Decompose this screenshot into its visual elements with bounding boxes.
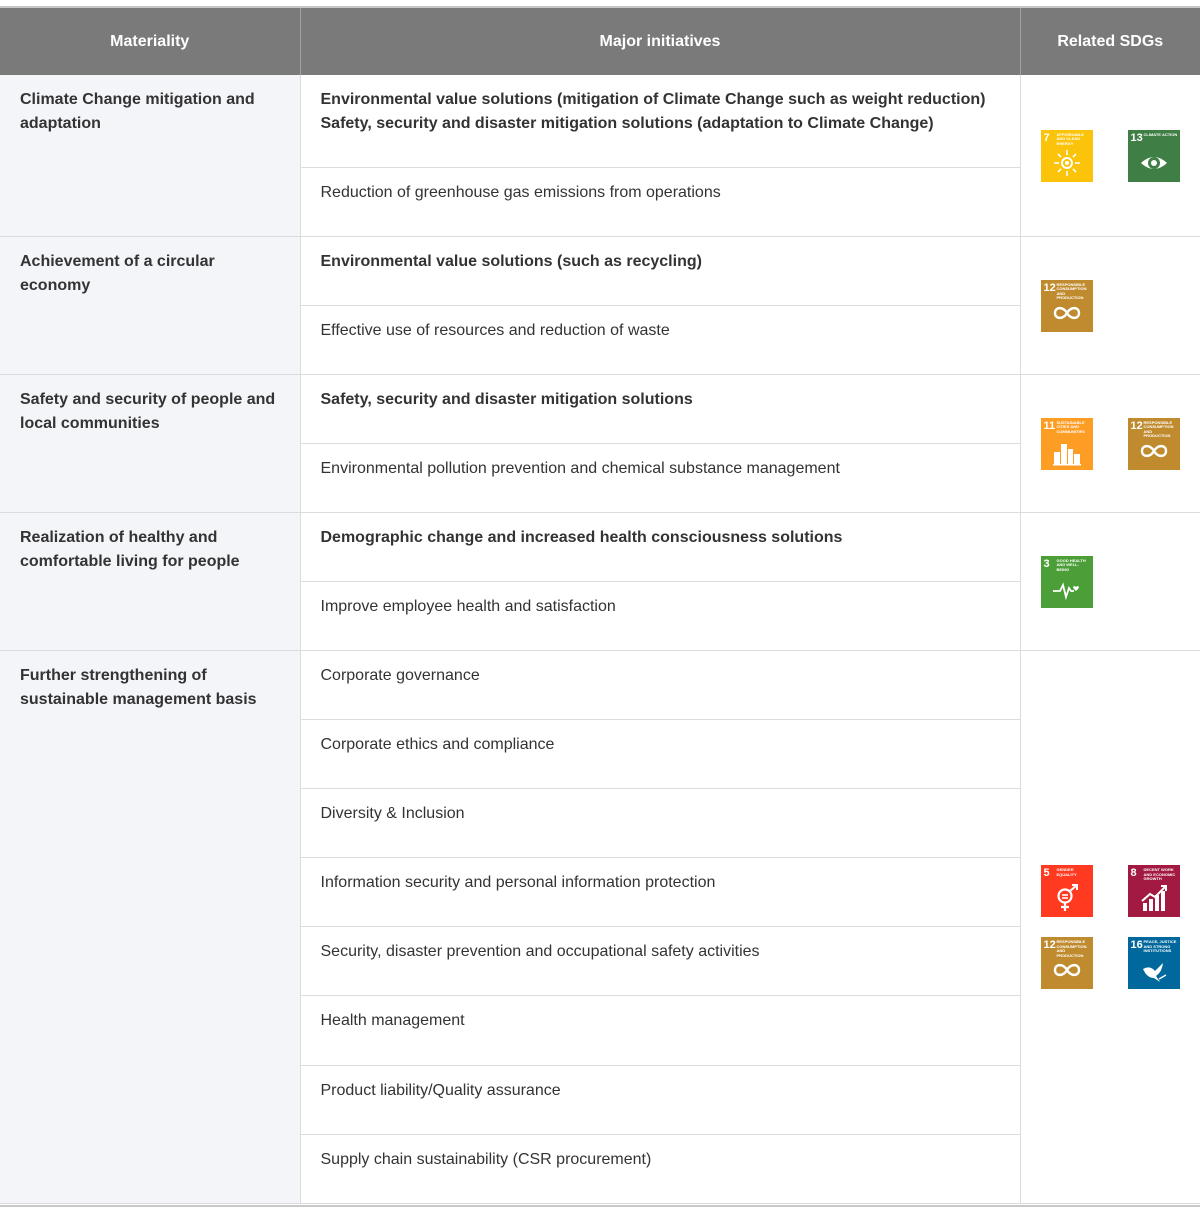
initiative-line: Information security and personal information protection [320, 874, 716, 891]
sdg-11-icon [1041, 418, 1093, 470]
initiative-text [321, 168, 1000, 205]
initiative-line: Environmental value solutions (mitigation of Climate Change such as weight reduction) [320, 91, 986, 108]
sdg-3-icon [1041, 556, 1093, 608]
sdg-cell [1020, 513, 1200, 651]
sdg-8-icon [1128, 865, 1180, 917]
materiality-cell: Realization of healthy and comfortable living for people [0, 513, 300, 651]
initiative-cell [300, 237, 1020, 306]
initiative-text [321, 858, 1000, 895]
initiative-text [321, 75, 1000, 136]
sdg-label: RESPONSIBLE CONSUMPTION AND PRODUCTION [1143, 419, 1174, 438]
table-row [0, 651, 1200, 720]
sdg-cell [1020, 237, 1200, 375]
initiative-line: Product liability/Quality assurance [320, 1082, 561, 1099]
initiative-line: Effective use of resources and reduction of waste [320, 322, 670, 339]
sdg-number: 12 [1043, 939, 1056, 951]
sdg-icon-group [1041, 865, 1200, 989]
sdg-number: 5 [1043, 867, 1050, 879]
materiality-cell: Further strengthening of sustainable management basis [0, 651, 300, 1204]
sdg-cell [1020, 651, 1200, 1204]
materiality-cell: Achievement of a circular economy [0, 237, 300, 375]
sdg-label: PEACE, JUSTICE AND STRONG INSTITUTIONS [1143, 939, 1177, 953]
sdg-icon-group [1041, 556, 1200, 608]
bottom-rule [0, 1205, 1200, 1207]
initiative-line: Safety, security and disaster mitigation solutions [320, 391, 693, 408]
table-row [0, 375, 1200, 444]
sdg-16-icon [1128, 937, 1180, 989]
sdg-13-icon [1128, 130, 1180, 182]
materiality-table [0, 8, 1200, 1204]
initiative-cell [300, 789, 1020, 858]
sdg-number: 16 [1130, 939, 1143, 951]
initiative-text [321, 444, 1000, 481]
sdg-number: 12 [1043, 281, 1056, 294]
materiality-cell: Safety and security of people and local communities [0, 375, 300, 513]
sdg-number: 11 [1043, 419, 1056, 432]
initiative-cell [300, 858, 1020, 927]
header-materiality: Materiality [0, 8, 300, 75]
initiative-cell [300, 306, 1020, 375]
sdg-number: 8 [1130, 867, 1137, 879]
sdg-cell [1020, 375, 1200, 513]
sdg-number: 13 [1130, 131, 1143, 144]
initiative-line: Supply chain sustainability (CSR procurement) [320, 1151, 652, 1168]
initiative-cell [300, 75, 1020, 168]
initiative-line: Improve employee health and satisfaction [320, 598, 616, 615]
sdg-icon-group [1041, 280, 1200, 332]
initiative-line: Health management [320, 1012, 465, 1029]
sdg-label: GENDER EQUALITY [1056, 867, 1077, 877]
initiative-text [321, 306, 1000, 343]
initiative-text [321, 1135, 1000, 1172]
initiative-line: Demographic change and increased health consciousness solutions [320, 529, 843, 546]
initiative-line: Corporate ethics and compliance [320, 736, 555, 753]
initiative-line: Diversity & Inclusion [320, 805, 465, 822]
table-row [0, 237, 1200, 306]
initiative-text [321, 375, 1000, 412]
initiative-cell [300, 168, 1020, 237]
sdg-12-icon [1041, 937, 1093, 989]
header-initiatives: Major initiatives [300, 8, 1020, 75]
initiative-text [321, 582, 1000, 619]
initiative-cell [300, 513, 1020, 582]
sdg-12-icon [1041, 280, 1093, 332]
sdg-number: 7 [1043, 131, 1050, 144]
initiative-cell [300, 720, 1020, 789]
initiative-cell [300, 996, 1020, 1066]
initiative-text [321, 927, 1000, 964]
table-body [0, 75, 1200, 1204]
initiative-cell [300, 444, 1020, 513]
sdg-label: DECENT WORK AND ECONOMIC GROWTH [1143, 867, 1176, 881]
sdg-label: RESPONSIBLE CONSUMPTION AND PRODUCTION [1056, 939, 1087, 958]
initiative-text [321, 651, 1000, 688]
sdg-label: CLIMATE ACTION [1143, 131, 1178, 137]
initiative-cell [300, 1066, 1020, 1135]
header-row [0, 8, 1200, 75]
initiative-text [321, 789, 1000, 826]
initiative-line: Environmental value solutions (such as recycling) [320, 253, 702, 270]
table-row [0, 513, 1200, 582]
table-row [0, 75, 1200, 168]
sdg-label: AFFORDABLE AND CLEAN ENERGY [1056, 131, 1085, 146]
sdg-7-icon [1041, 130, 1093, 182]
sdg-number: 3 [1043, 557, 1050, 570]
sdg-5-icon [1041, 865, 1093, 917]
sdg-number: 12 [1130, 419, 1143, 432]
materiality-cell: Climate Change mitigation and adaptation [0, 75, 300, 237]
initiative-text [321, 1066, 1000, 1103]
header-sdgs: Related SDGs [1020, 8, 1200, 75]
initiative-cell [300, 651, 1020, 720]
initiative-line: Corporate governance [320, 667, 480, 684]
initiative-text [321, 996, 1000, 1033]
sdg-icon-group [1041, 418, 1200, 470]
sdg-cell [1020, 75, 1200, 237]
initiative-line: Environmental pollution prevention and chemical substance management [320, 460, 840, 477]
sdg-label: SUSTAINABLE CITIES AND COMMUNITIES [1056, 419, 1085, 434]
sdg-12-icon [1128, 418, 1180, 470]
sdg-icon-group [1041, 130, 1200, 182]
initiative-text [321, 720, 1000, 757]
initiative-text [321, 237, 1000, 274]
initiative-cell [300, 375, 1020, 444]
sdg-label: RESPONSIBLE CONSUMPTION AND PRODUCTION [1056, 281, 1087, 300]
initiative-line: Security, disaster prevention and occupational safety activities [320, 943, 760, 960]
sdg-label: GOOD HEALTH AND WELL-BEING [1056, 557, 1086, 572]
initiative-text [321, 513, 1000, 550]
initiative-line: Safety, security and disaster mitigation solutions (adaptation to Climate Change) [320, 115, 934, 132]
initiative-cell [300, 582, 1020, 651]
initiative-cell [300, 927, 1020, 996]
initiative-cell [300, 1135, 1020, 1204]
initiative-line: Reduction of greenhouse gas emissions from operations [320, 184, 721, 201]
